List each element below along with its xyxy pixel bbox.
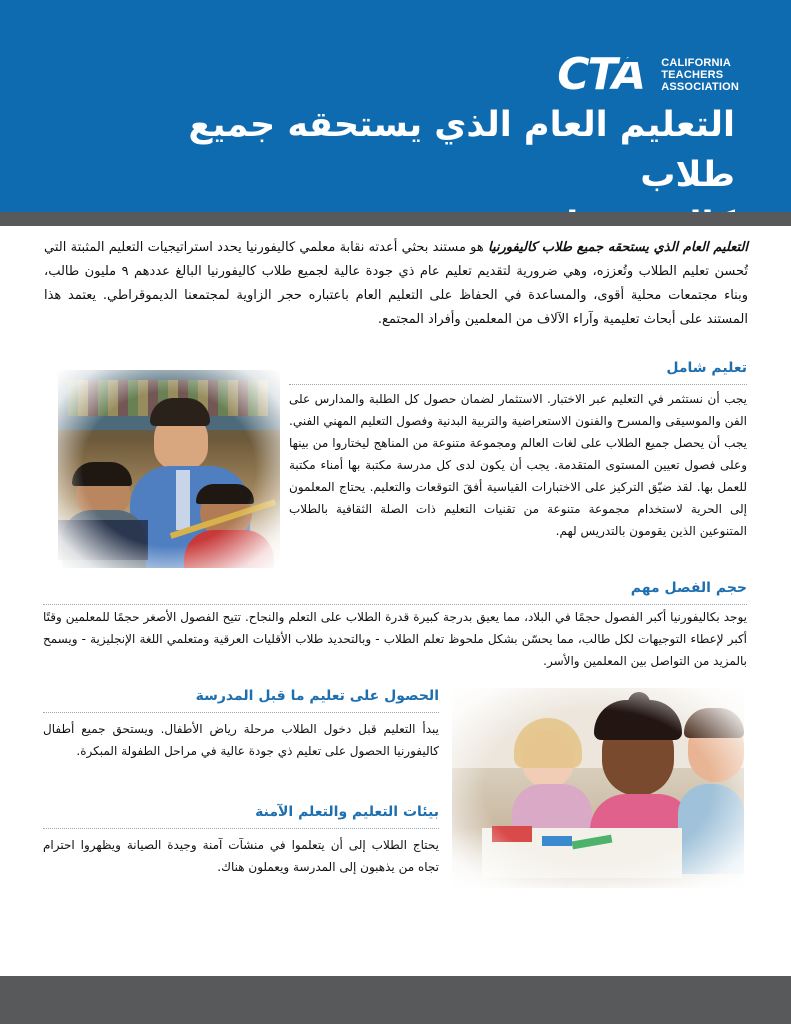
section-heading-comprehensive: تعليم شامل bbox=[289, 358, 747, 385]
section-heading-safe-environments: بيئات التعليم والتعلم الآمنة bbox=[43, 802, 439, 829]
header-banner bbox=[0, 0, 791, 212]
footer-band bbox=[0, 976, 791, 1024]
graduation-cap-icon bbox=[621, 52, 653, 62]
section-heading-class-size: حجم الفصل مهم bbox=[43, 578, 747, 605]
cta-logo[interactable] bbox=[557, 50, 739, 100]
intro-paragraph bbox=[44, 236, 748, 332]
intro-bold-title: التعليم العام الذي يستحقه جميع طلاب كاليفورنيا bbox=[488, 240, 748, 255]
section-heading-preschool: الحصول على تعليم ما قبل المدرسة bbox=[43, 686, 439, 713]
teacher-band-photo bbox=[58, 370, 280, 568]
logo-wordmark: CALIFORNIA TEACHERS ASSOCIATION bbox=[661, 57, 739, 93]
logo-abbr: CTA bbox=[557, 54, 653, 96]
intro-text: هو مستند بحثي أعدته نقابة معلمي كاليفورنيا يحدد استراتيجيات التعليم المثبتة التي تُحسن تعليم الطلاب وتُعززه، وهي ضرورية لتقديم تعليم عام ذي جودة عالية لجميع طلاب كاليفورنيا البالغ عددهم ٩ مليون طالب، وبناء مجتمعات محلية أقوى، والمساعدة في الحفاظ على التعليم العام باعتباره حجر الزاوية لمجتمعنا الديموقراطي. يعتمد هذا المستند على أبحاث تعليمية وآراء الآلاف من المعلمين وأفراد المجتمع. bbox=[44, 240, 748, 327]
header-divider-band bbox=[0, 212, 791, 226]
section-text-comprehensive: يجب أن نستثمر في التعليم عبر الاختبار. الاستثمار لضمان حصول كل الطلبة والمدارس على الفن والموسيقى والمسرح والفنون الاستعراضية والتربية البدنية وفصول التعليم المهني الفني. يجب أن يحصل جميع الطلاب على لغات العالم ومجموعة متنوعة من المناهج ليختاروا من بينها وعلى فصول تعيين المستوى المتقدمة. يجب أن يكون لدى كل مدرسة مكتبة بها أمناء مكتبة للعمل بها. لقد ضيّق التركيز على الاختبارات القياسية أفقَ التوقعات والتعليم. يحتاج المعلمون إلى الحرية لاستخدام مجموعة متنوعة من تقنيات التعليم ذات الصلة الثقافية بالطلاب المتنوعين الذين يقومون بالتدريس لهم. bbox=[289, 392, 747, 538]
section-text-preschool: يبدأ التعليم قبل دخول الطلاب مرحلة رياض الأطفال. ويستحق جميع أطفال كاليفورنيا الحصول على تعليم ذي جودة عالية في مراحل الطفولة المبكرة. bbox=[43, 722, 439, 758]
page-title: التعليم العام الذي يستحقه جميع طلاب bbox=[188, 105, 735, 195]
children-classroom-photo bbox=[452, 688, 744, 888]
section-text-class-size: يوجد بكاليفورنيا أكبر الفصول حجمًا في البلاد، مما يعيق بدرجة كبيرة قدرة الطلاب على التعلم والنجاح. تتيح الفصول الأصغر حجمًا للمعلمين وقتًا أكبر لإعطاء التوجيهات لكل طالب، مما يحسّن بشكل ملحوظ تعلم الطلاب - وبالتحديد طلاب الأقليات العرقية ومتعلمي اللغة الإنجليزية - ويسمح بالمزيد من التواصل بين المعلمين والأسر. bbox=[43, 610, 747, 668]
section-text-safe-environments: يحتاج الطلاب إلى أن يتعلموا في منشآت آمنة وجيدة الصيانة ويظهروا احترام تجاه من يذهبون إلى المدرسة ويعملون هناك. bbox=[43, 838, 439, 874]
